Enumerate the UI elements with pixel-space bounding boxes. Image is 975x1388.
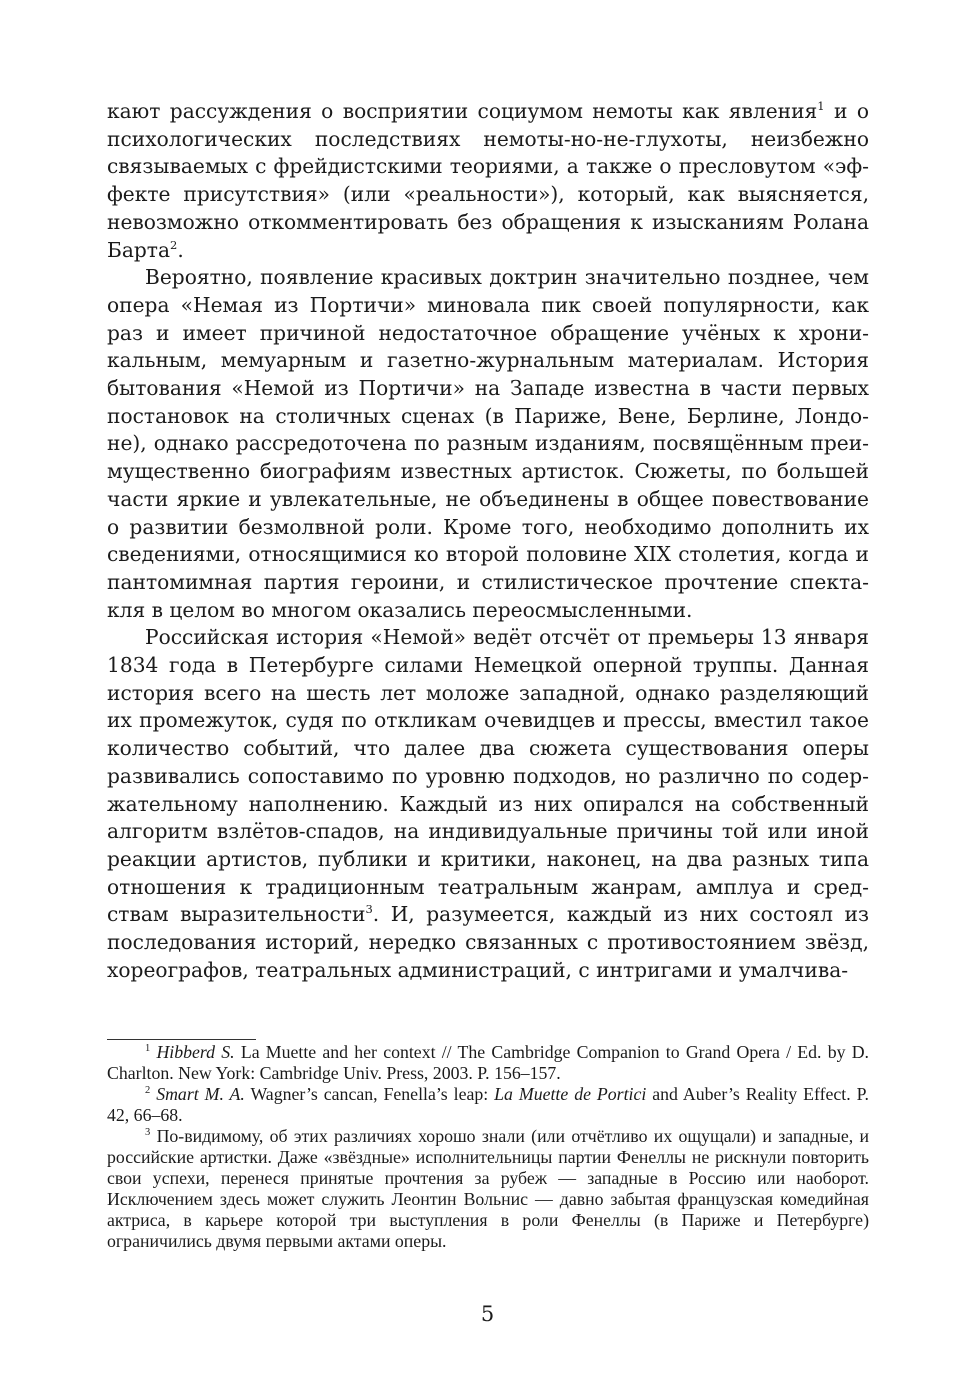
paragraph-1-text-b: и о психологических последствиях немоты-но-не-глухоты, неизбежно связываемых с фрейдистскими теориями, а также о пресловутом «эффекте присутствия» (или «реальности»), который, как выясняется, невозможно откомментировать без обращения к изысканиям Ролана Барта (107, 99, 869, 262)
footnote-1-text: La Muette and her context // The Cambridge Companion to Grand Opera / Ed. by D. Charlton. New York: Cambridge Univ. Press, 2003. P. 156–157. (107, 1042, 869, 1083)
paragraph-1-text-c: . (177, 237, 184, 262)
footnote-2-title: La Muette de Portici (494, 1084, 647, 1104)
footnote-divider (107, 1039, 256, 1040)
paragraph-3-text-a: Российская история «Немой» ведёт отсчёт от премьеры 13 января 1834 года в Петербурге силами Немецкой оперной труппы. Данная история всего на шесть лет моложе западной, однако разделяющий их промежуток, судя по откликам очевидцев и прессы, вместил такое количество событий, что далее два сюжета существования оперы развивались сопоставимо по уровню подходов, но различно по содержательному наполнению. Каждый из них опирался на собственный алгоритм взлётов-спадов, на индивидуальные причины той или иной реакции артистов, публики и критики, наконец, на два разных типа отношения к традиционным театральным жанрам, амплуа и средствам выразительности (107, 625, 869, 927)
footnote-1 (107, 1042, 869, 1084)
footnote-ref-1[interactable]: 1 (817, 99, 825, 113)
footnote-2-number: 2 (145, 1085, 151, 1096)
paragraph-3-text-b: . И, разумеется, каждый из них состоял из последования историй, нередко связанных с противостоянием звёзд, хореографов, театральных администраций, с интригами и умалчива- (107, 902, 869, 982)
paragraph-3 (107, 624, 869, 984)
footnote-3-text: По-видимому, об этих различиях хорошо знали (или отчётливо их ощущали) и западные, и российские артистки. Даже «звёздные» исполнительницы партии Фенеллы не рискнули повторить свои успехи, перенеся принятые прочтения за рубеж — западные в Россию или наоборот. Исключением здесь может служить Леонтин Вольнис — давно забытая французская комедийная актриса, в карьере которой три выступления в роли Фенеллы (в Париже и Петербурге) ограничились двумя первыми актами оперы. (107, 1126, 869, 1251)
footnote-1-number: 1 (145, 1043, 151, 1054)
footnote-3 (107, 1126, 869, 1252)
footnote-ref-3[interactable]: 3 (365, 902, 373, 917)
footnote-2 (107, 1084, 869, 1126)
paragraph-2: Вероятно, появление красивых доктрин значительно позднее, чем опера «Немая из Портичи» миновала пик своей популярности, как раз и имеет причиной недостаточное обращение учёных к хроникальным, мемуарным и газетно-журнальным материалам. История бытования «Немой из Портичи» на Западе известна в части первых постановок на столичных сценах (в Париже, Вене, Берлине, Лондоне), однако рассредоточена по разным изданиям, посвящённым преимущественно биографиям известных артисток. Сюжеты, по большей части яркие и увлекательные, не объединены в общее повествование о развитии безмолвной роли. Кроме того, необходимо дополнить их сведениями, относящимися ко второй половине XIX столетия, когда и пантомимная партия героини, и стилистическое прочтение спектакля в целом во многом оказались переосмысленными. (107, 265, 869, 622)
paragraph-1 (107, 98, 869, 264)
footnote-2-text-a: Wagner’s cancan, Fenella’s leap: (244, 1084, 495, 1104)
footnote-3-number: 3 (145, 1127, 151, 1138)
page-number: 5 (480, 1302, 495, 1326)
footnote-1-author: Hibberd S. (156, 1042, 235, 1062)
footnote-2-author: Smart M. A. (156, 1084, 245, 1104)
footnote-ref-2[interactable]: 2 (170, 237, 178, 252)
main-text (107, 98, 869, 985)
footnote-2-text-b: and Auber’s Reality Effect. P. 42, 66–68. (107, 1084, 869, 1125)
paragraph-1-text-a: кают рассуждения о восприятии социумом немоты как явления (107, 99, 818, 123)
footnotes (107, 1042, 869, 1252)
